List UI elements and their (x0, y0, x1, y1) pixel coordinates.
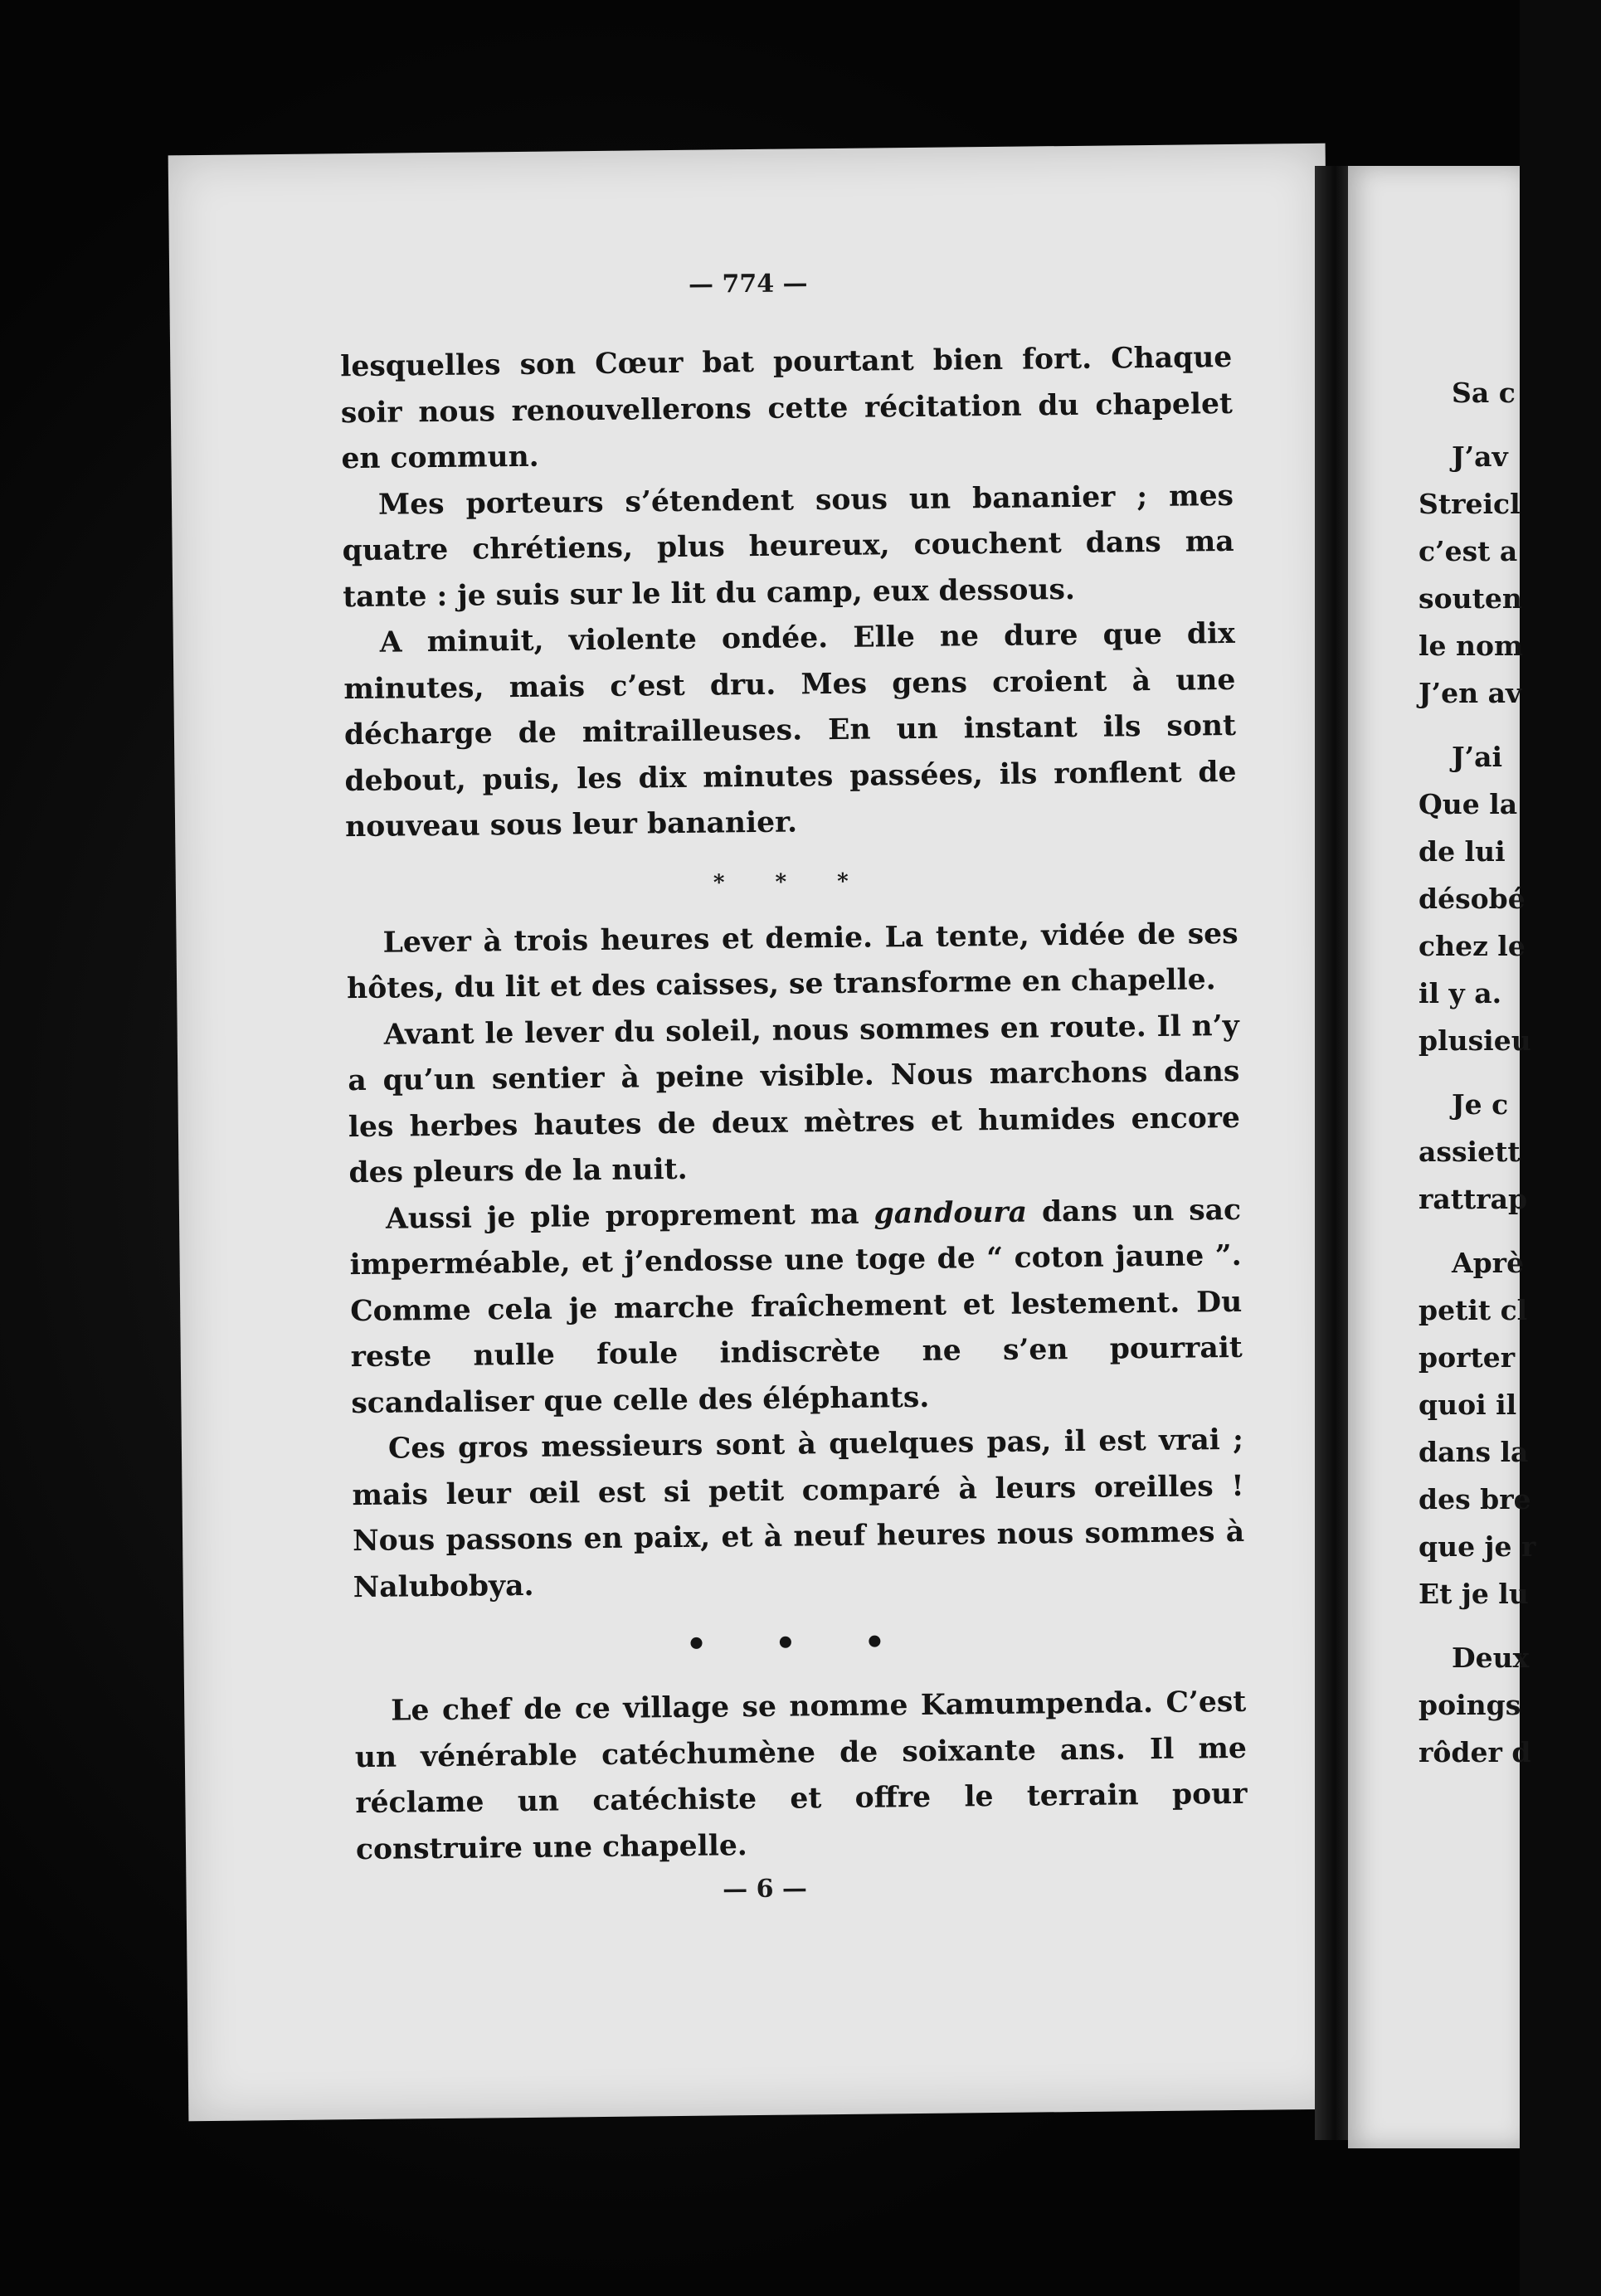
paragraph-5: Avant le lever du soleil, nous sommes en route. Il n’y a qu’un sentier à peine visible. Nous marchons dans les herbes hautes de deux mètres et humides encore des pleurs de la nuit. (348, 1009, 1241, 1190)
paragraph-6 (349, 1187, 1243, 1427)
section-separator-1: * * * (713, 868, 870, 896)
right-line: rôder d (1419, 1736, 1531, 1768)
right-line: plusieu (1419, 1024, 1531, 1057)
right-line: il y a. (1419, 977, 1502, 1009)
paragraph-3: A minuit, violente ondée. Elle ne dure que dix minutes, mais c’est dru. Mes gens croient à une décharge de mitrailleuses. En un instant ils sont debout, puis, les dix minutes passées, ils ronflent de nouveau sous leur bananier. (343, 616, 1237, 844)
right-line: J’av (1452, 440, 1508, 473)
paragraph-8: Le chef de ce village se nomme Kamumpenda. C’est un vénérable catéchumène de soixante ans. Il me réclame un catéchiste et offre le terrain pour construire une chapelle. (354, 1685, 1248, 1866)
right-line: des bre (1419, 1483, 1531, 1515)
right-line: rattrap (1419, 1183, 1528, 1215)
right-line: que je r (1419, 1530, 1536, 1563)
right-line: Aprè (1452, 1247, 1525, 1279)
right-line: de lui (1419, 835, 1506, 868)
right-page-partial (1348, 166, 1536, 2148)
right-line: J’ai (1452, 741, 1503, 773)
right-line: le nom (1419, 630, 1523, 662)
paragraph-6-end: dans un sac imperméable, et j’endosse une toge de “ coton jaune ”. Comme cela je marche fraîchement et lestement. Du reste nulle foule indiscrète ne s’en pourrait scandaliser que celle des éléphants. (349, 1193, 1243, 1420)
right-line: Deux (1452, 1642, 1530, 1674)
paragraph-7: Ces gros messieurs sont à quelques pas, il est vrai ; mais leur œil est si petit comparé à leurs oreilles ! Nous passons en paix, et à neuf heures nous sommes à Nalubobya. (352, 1423, 1245, 1604)
page-header-number: — 774 — (688, 269, 808, 299)
right-line: J’en av (1419, 677, 1522, 709)
book-gutter (1315, 166, 1348, 2140)
right-line: quoi il (1419, 1389, 1517, 1421)
right-line: assiett (1419, 1136, 1521, 1168)
right-line: Streicl (1419, 488, 1521, 520)
section-separator-2: • • • (685, 1622, 914, 1664)
paragraph-2: Mes porteurs s’étendent sous un bananier ; mes quatre chrétiens, plus heureux, couchent dans ma tante : je suis sur le lit du camp, eux dessous. (342, 479, 1234, 614)
right-line: Que la (1419, 788, 1518, 820)
body-text (340, 335, 1248, 1873)
right-line: Sa c (1452, 377, 1516, 409)
italic-word-gandoura: gandoura (873, 1195, 1028, 1231)
right-page-text (1419, 369, 1601, 1776)
paragraph-6-start: Aussi je plie proprement ma (385, 1197, 874, 1236)
right-line: désobé (1419, 883, 1526, 915)
right-line: petit cl (1419, 1294, 1528, 1326)
right-line: dans la (1419, 1436, 1529, 1468)
paragraph-4: Lever à trois heures et demie. La tente, vidée de ses hôtes, du lit et des caisses, se transforme en chapelle. (346, 917, 1238, 1006)
right-line: chez le (1419, 930, 1526, 962)
left-page (168, 144, 1346, 2121)
right-line: Je c (1452, 1088, 1509, 1121)
right-line: poings (1419, 1689, 1521, 1721)
paragraph-1: lesquelles son Cœur bat pourtant bien fort. Chaque soir nous renouvellerons cette récitation du chapelet en commun. (340, 340, 1234, 476)
right-line: c’est a (1419, 535, 1518, 567)
right-line: porter (1419, 1341, 1516, 1374)
right-line: souten (1419, 582, 1522, 615)
page-footer-number: — 6 — (722, 1874, 808, 1904)
right-line: Et je lu (1419, 1578, 1529, 1610)
